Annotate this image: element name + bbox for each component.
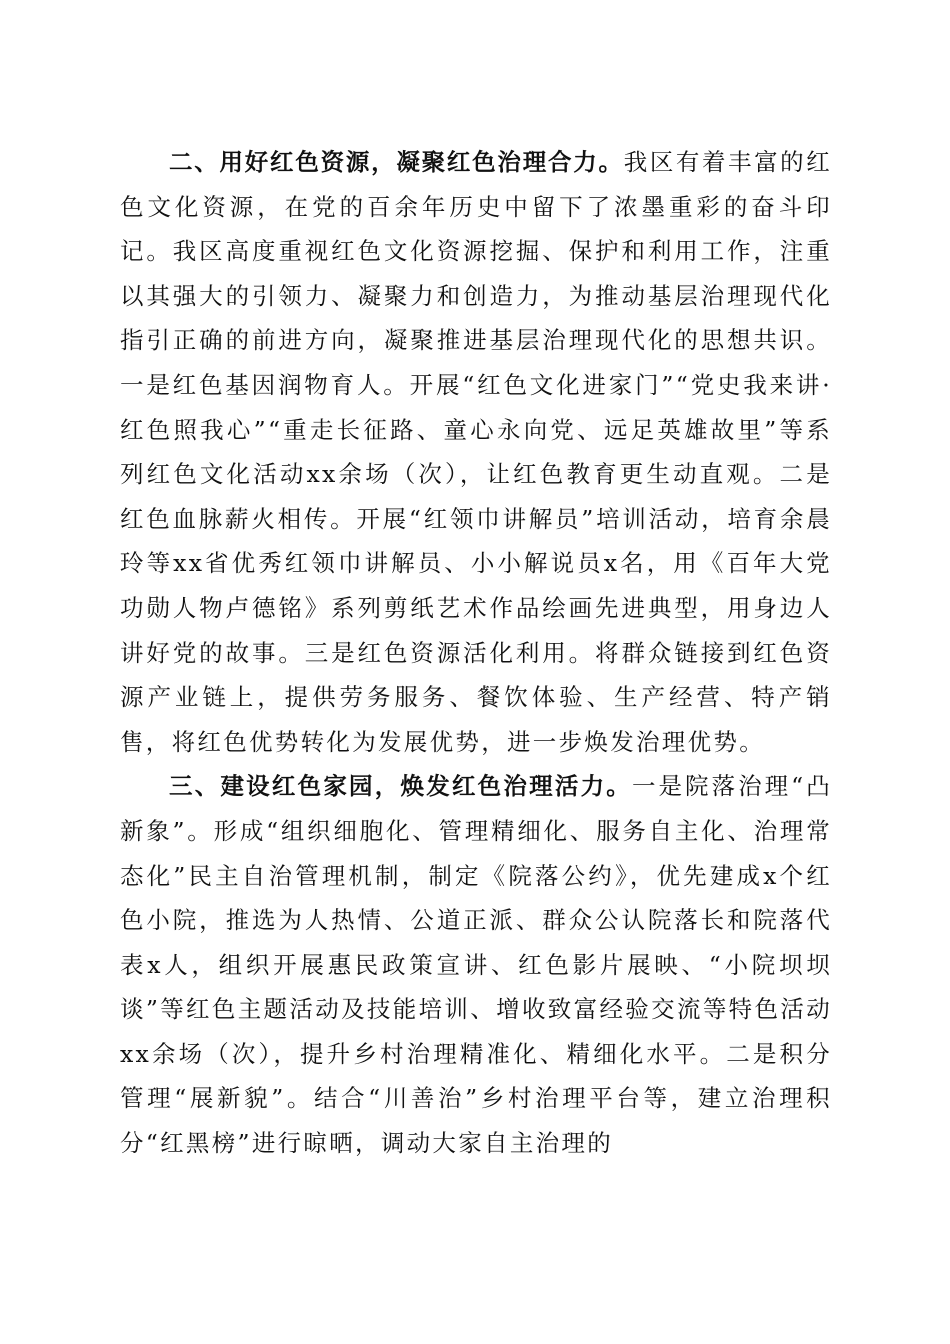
section-heading: 二、用好红色资源，凝聚红色治理合力。 <box>169 148 624 176</box>
paragraph-body: 我区有着丰富的红色文化资源，在党的百余年历史中留下了浓墨重彩的奋斗印记。我区高度重视红色文化资源挖掘、保护和利用工作，注重以其强大的引领力、凝聚力和创造力，为推动基层治理现代化指引正确的前进方向，凝聚推进基层治理现代化的思想共识。一是红色基因润物育人。开展“红色文化进家门”“党史我来讲·红色照我心”“重走长征路、童心永向党、远足英雄故里”等系列红色文化活动xx余场（次），让红色教育更生动直观。二是红色血脉薪火相传。开展“红领巾讲解员”培训活动，培育余晨玲等xx省优秀红领巾讲解员、小小解说员x名，用《百年大党功勋人物卢德铭》系列剪纸艺术作品绘画先进典型，用身边人讲好党的故事。三是红色资源活化利用。将群众链接到红色资源产业链上，提供劳务服务、餐饮体验、生产经营、特产销售，将红色优势转化为发展优势，进一步焕发治理优势。 <box>120 148 832 756</box>
document-page <box>120 140 832 1166</box>
paragraph-red-homeland <box>120 764 832 1165</box>
paragraph-body: 一是院落治理“凸新象”。形成“组织细胞化、管理精细化、服务自主化、治理常态化”民主自治管理机制，制定《院落公约》，优先建成x个红色小院，推选为人热情、公道正派、群众公认院落长和院落代表x人，组织开展惠民政策宣讲、红色影片展映、“小院坝坝谈”等红色主题活动及技能培训、增收致富经验交流等特色活动xx余场（次），提升乡村治理精准化、精细化水平。二是积分管理“展新貌”。结合“川善治”乡村治理平台等，建立治理积分“红黑榜”进行晾晒，调动大家自主治理的 <box>120 772 832 1158</box>
section-heading: 三、建设红色家园，焕发红色治理活力。 <box>169 772 633 801</box>
paragraph-red-resources <box>120 140 832 764</box>
